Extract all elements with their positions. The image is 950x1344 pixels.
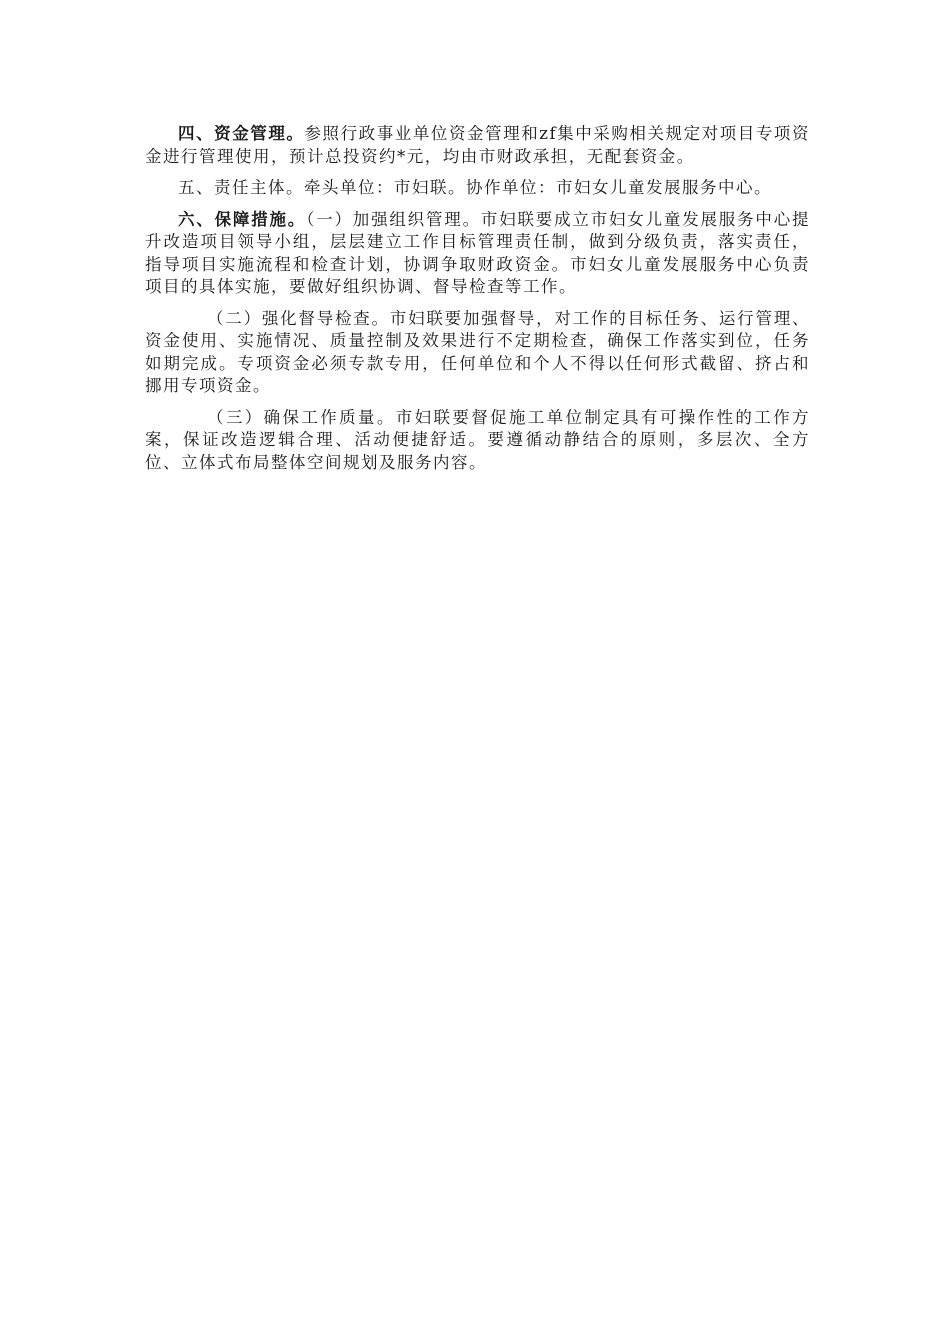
paragraph-quality-text: （三）确保工作质量。市妇联要督促施工单位制定具有可操作性的工作方案，保证改造逻辑合理、活动便捷舒适。要遵循动静结合的原则，多层次、全方位、立体式布局整体空间规划及服务内容。	[145, 407, 810, 472]
paragraph-safeguards-text: （一）加强组织管理。市妇联要成立市妇女儿童发展服务中心提升改造项目领导小组，层层建立工作目标管理责任制，做到分级负责，落实责任，指导项目实施流程和检查计划，协调争取财政资金。市妇女儿童发展服务中心负责项目的具体实施，要做好组织协调、督导检查等工作。	[145, 209, 811, 296]
paragraph-responsibility	[145, 177, 810, 200]
paragraph-quality	[145, 407, 810, 475]
paragraph-supervision	[145, 308, 810, 398]
paragraph-supervision-text: （二）强化督导检查。市妇联要加强督导，对工作的目标任务、运行管理、资金使用、实施情况、质量控制及效果进行不定期检查，确保工作落实到位，任务如期完成。专项资金必须专款专用，任何单位和个人不得以任何形式截留、挤占和挪用专项资金。	[145, 308, 810, 395]
heading-funding: 四、资金管理。	[178, 124, 305, 143]
document-page	[145, 123, 810, 483]
heading-safeguards: 六、保障措施。	[178, 209, 307, 229]
paragraph-funding-text: 参照行政事业单位资金管理和zf集中采购相关规定对项目专项资金进行管理使用，预计总投资约*元，均由市财政承担，无配套资金。	[145, 124, 810, 166]
paragraph-responsibility-text: 五、责任主体。牵头单位：市妇联。协作单位：市妇女儿童发展服务中心。	[178, 178, 772, 197]
paragraph-safeguards	[145, 209, 810, 299]
paragraph-funding	[145, 123, 810, 168]
